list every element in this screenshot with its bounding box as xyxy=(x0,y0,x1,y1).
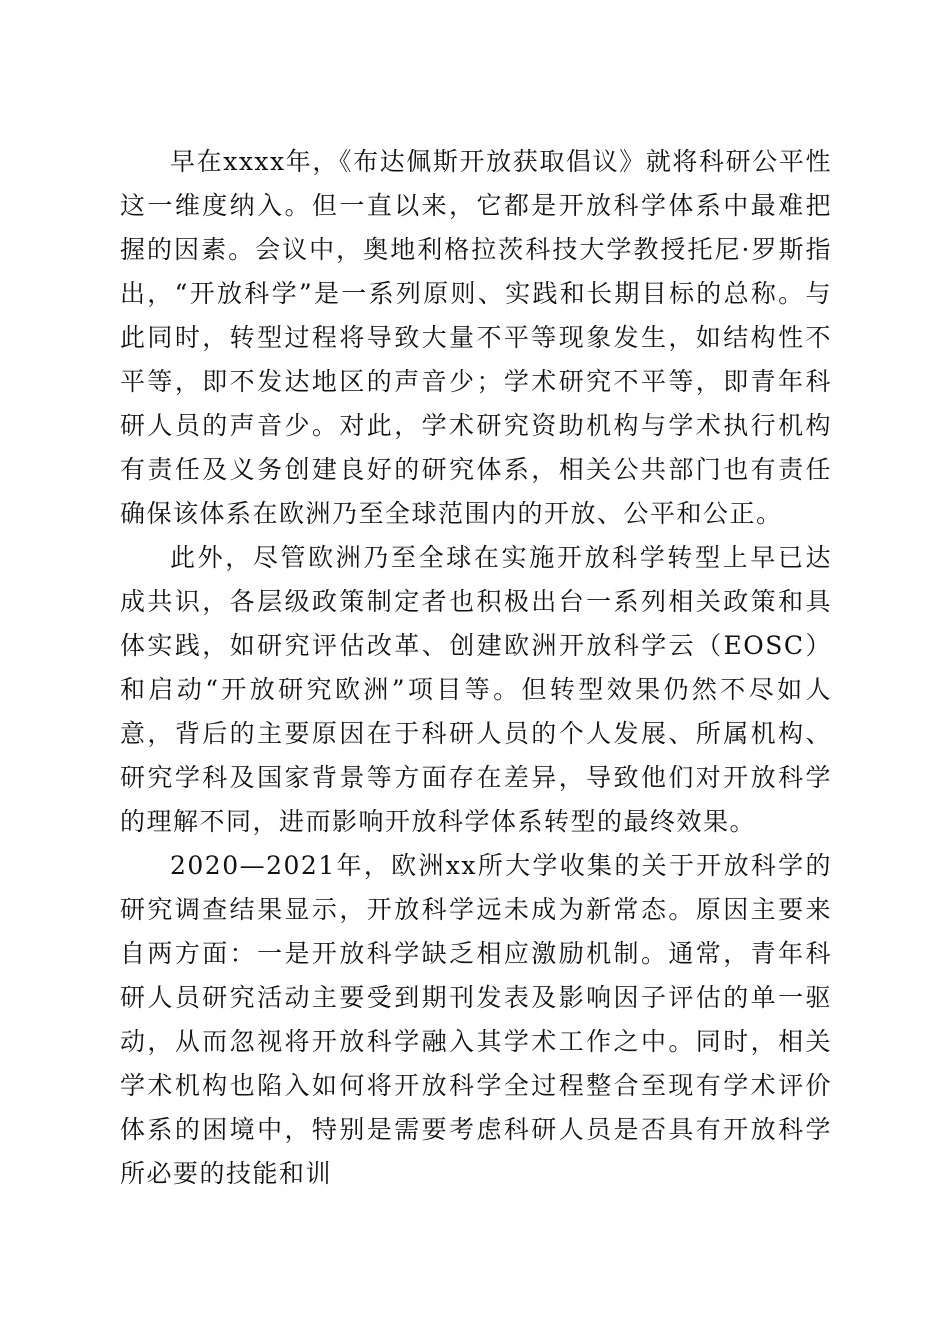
paragraph-1: 早在xxxx年，《布达佩斯开放获取倡议》就将科研公平性这一维度纳入。但一直以来，它都是开放科学体系中最难把握的因素。会议中，奥地利格拉茨科技大学教授托尼·罗斯指出，“开放科学”是一系列原则、实践和长期目标的总称。与此同时，转型过程将导致大量不平等现象发生，如结构性不平等，即不发达地区的声音少；学术研究不平等，即青年科研人员的声音少。对此，学术研究资助机构与学术执行机构有责任及义务创建良好的研究体系，相关公共部门也有责任确保该体系在欧洲乃至全球范围内的开放、公平和公正。 xyxy=(120,147,832,528)
document-body xyxy=(120,140,832,1196)
paragraph-2: 此外，尽管欧洲乃至全球在实施开放科学转型上早已达成共识，各层级政策制定者也积极出台一系列相关政策和具体实践，如研究评估改革、创建欧洲开放科学云（EOSC）和启动“开放研究欧洲”项目等。但转型效果仍然不尽如人意，背后的主要原因在于科研人员的个人发展、所属机构、研究学科及国家背景等方面存在差异，导致他们对开放科学的理解不同，进而影响开放科学体系转型的最终效果。 xyxy=(120,543,832,836)
paragraph-3: 2020—2021年，欧洲xx所大学收集的关于开放科学的研究调查结果显示，开放科学远未成为新常态。原因主要来自两方面：一是开放科学缺乏相应激励机制。通常，青年科研人员研究活动主要受到期刊发表及影响因子评估的单一驱动，从而忽视将开放科学融入其学术工作之中。同时，相关学术机构也陷入如何将开放科学全过程整合至现有学术评价体系的困境中，特别是需要考虑科研人员是否具有开放科学所必要的技能和训 xyxy=(120,851,832,1188)
